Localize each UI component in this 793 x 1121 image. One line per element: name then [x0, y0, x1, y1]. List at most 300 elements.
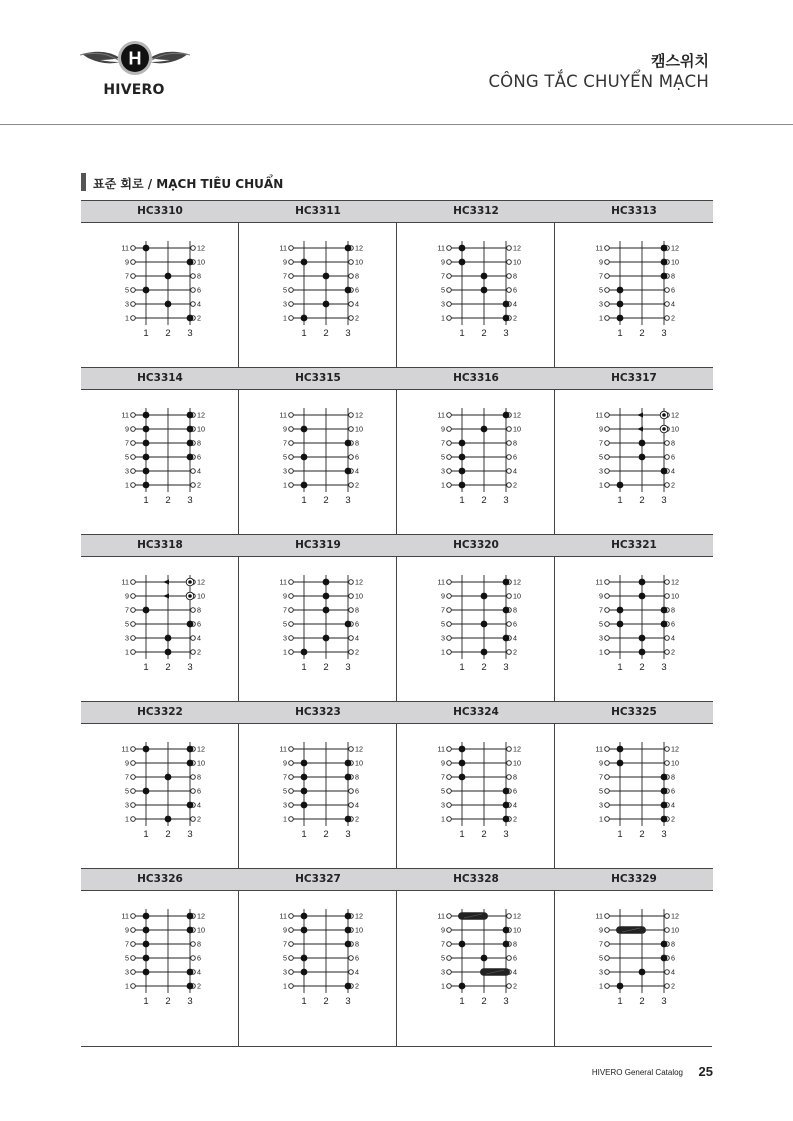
terminal-label-right: 8: [355, 271, 359, 281]
terminal-circle: [349, 956, 354, 961]
terminal-label-right: 12: [197, 911, 205, 921]
terminal-label-left: 1: [125, 814, 129, 824]
position-label: 1: [301, 495, 307, 506]
terminal-circle: [191, 956, 196, 961]
terminal-circle: [191, 302, 196, 307]
terminal-circle: [289, 747, 294, 752]
terminal-circle: [131, 650, 136, 655]
terminal-circle: [289, 622, 294, 627]
contact-dot: [503, 579, 510, 586]
terminal-circle: [507, 427, 512, 432]
terminal-label-right: 12: [671, 243, 679, 253]
circuit-code: HC3312: [397, 200, 555, 223]
terminal-circle: [605, 650, 610, 655]
terminal-label-right: 2: [197, 981, 201, 991]
terminal-label-left: 11: [595, 410, 603, 420]
terminal-circle: [191, 483, 196, 488]
terminal-label-right: 10: [513, 424, 521, 434]
position-label: 2: [323, 328, 329, 339]
terminal-label-right: 6: [197, 452, 201, 462]
position-label: 1: [143, 328, 149, 339]
terminal-label-right: 10: [197, 257, 205, 267]
switch-diagram: [567, 225, 707, 350]
terminal-circle: [131, 580, 136, 585]
terminal-label-left: 5: [125, 619, 129, 629]
terminal-label-right: 6: [355, 452, 359, 462]
terminal-label-right: 10: [513, 758, 521, 768]
terminal-label-left: 3: [599, 967, 603, 977]
terminal-label-right: 8: [197, 772, 201, 782]
terminal-circle: [131, 594, 136, 599]
position-label: 2: [639, 996, 645, 1007]
terminal-label-right: 12: [671, 577, 679, 587]
terminal-circle: [289, 580, 294, 585]
terminal-circle: [507, 984, 512, 989]
circuit-code: HC3324: [397, 701, 555, 724]
terminal-circle: [447, 817, 452, 822]
position-label: 3: [187, 996, 193, 1007]
terminal-label-right: 2: [671, 480, 675, 490]
contact-dot: [143, 941, 150, 948]
terminal-label-right: 4: [197, 299, 201, 309]
contact-dot: [459, 746, 466, 753]
terminal-label-left: 11: [595, 911, 603, 921]
terminal-circle: [447, 636, 452, 641]
section-marker: [81, 173, 86, 191]
contact-dot: [345, 816, 352, 823]
terminal-circle: [447, 483, 452, 488]
terminal-circle: [191, 942, 196, 947]
terminal-circle: [131, 469, 136, 474]
contact-dot: [503, 301, 510, 308]
terminal-circle: [605, 260, 610, 265]
contact-dot: [187, 440, 194, 447]
terminal-label-left: 3: [599, 633, 603, 643]
terminal-label-right: 8: [671, 772, 675, 782]
terminal-circle: [191, 274, 196, 279]
contact-dot: [459, 760, 466, 767]
terminal-label-right: 4: [671, 299, 675, 309]
terminal-label-right: 6: [355, 285, 359, 295]
terminal-circle: [605, 803, 610, 808]
contact-dot: [459, 983, 466, 990]
contact-dot: [459, 941, 466, 948]
terminal-label-left: 9: [125, 424, 129, 434]
contact-dot: [617, 621, 624, 628]
terminal-circle: [131, 775, 136, 780]
terminal-circle: [605, 914, 610, 919]
contact-dot: [661, 774, 668, 781]
contact-dot: [165, 301, 172, 308]
contact-dot: [661, 788, 668, 795]
terminal-label-right: 2: [513, 313, 517, 323]
terminal-label-left: 5: [441, 953, 445, 963]
terminal-label-right: 2: [671, 814, 675, 824]
terminal-label-right: 8: [197, 605, 201, 615]
terminal-circle: [507, 956, 512, 961]
terminal-label-left: 3: [283, 466, 287, 476]
contact-dot: [639, 649, 646, 656]
terminal-label-left: 3: [125, 466, 129, 476]
terminal-label-left: 11: [437, 911, 445, 921]
terminal-label-right: 6: [671, 953, 675, 963]
terminal-circle: [665, 441, 670, 446]
position-label: 3: [661, 495, 667, 506]
contact-dot: [661, 273, 668, 280]
terminal-circle: [131, 427, 136, 432]
terminal-label-left: 5: [599, 452, 603, 462]
contact-dot: [187, 412, 194, 419]
brand-name: HIVERO: [103, 82, 165, 98]
position-label: 3: [503, 662, 509, 673]
terminal-circle: [131, 274, 136, 279]
terminal-circle: [131, 246, 136, 251]
terminal-label-left: 5: [283, 452, 287, 462]
contact-dot: [639, 454, 646, 461]
terminal-circle: [131, 942, 136, 947]
position-label: 3: [661, 996, 667, 1007]
terminal-circle: [349, 302, 354, 307]
circuit-cell: [397, 534, 554, 700]
page-title-korean: 캠스위치: [651, 52, 709, 70]
terminal-label-left: 3: [283, 800, 287, 810]
terminal-label-right: 2: [355, 647, 359, 657]
terminal-circle: [605, 608, 610, 613]
contact-dot: [661, 607, 668, 614]
contact-dot: [301, 955, 308, 962]
terminal-circle: [665, 970, 670, 975]
circuit-code: HC3314: [81, 367, 239, 390]
circuit-cell: [239, 200, 396, 366]
terminal-circle: [289, 650, 294, 655]
switch-diagram: [567, 392, 707, 517]
contact-dot: [345, 760, 352, 767]
terminal-label-left: 3: [441, 466, 445, 476]
terminal-label-left: 9: [599, 424, 603, 434]
contact-dot: [459, 468, 466, 475]
contact-dot: [503, 927, 510, 934]
switch-diagram: [409, 893, 549, 1018]
terminal-label-right: 4: [671, 466, 675, 476]
terminal-circle: [447, 650, 452, 655]
terminal-label-right: 10: [671, 257, 679, 267]
position-label: 1: [617, 996, 623, 1007]
terminal-circle: [665, 594, 670, 599]
terminal-circle: [507, 483, 512, 488]
position-label: 2: [481, 996, 487, 1007]
terminal-circle: [447, 761, 452, 766]
circuit-code: HC3319: [239, 534, 397, 557]
circuit-code: HC3310: [81, 200, 239, 223]
terminal-label-left: 1: [125, 313, 129, 323]
position-label: 2: [323, 829, 329, 840]
contact-dot: [503, 635, 510, 642]
terminal-label-right: 12: [671, 410, 679, 420]
terminal-circle: [289, 413, 294, 418]
switch-diagram: [93, 392, 233, 517]
terminal-label-right: 6: [197, 786, 201, 796]
circuit-cell: [397, 367, 554, 533]
terminal-label-right: 8: [355, 605, 359, 615]
terminal-label-left: 1: [441, 981, 445, 991]
terminal-circle: [605, 636, 610, 641]
terminal-circle: [289, 594, 294, 599]
switch-diagram: [409, 726, 549, 851]
position-label: 1: [301, 996, 307, 1007]
terminal-circle: [349, 970, 354, 975]
terminal-label-left: 11: [279, 577, 287, 587]
terminal-label-right: 8: [197, 438, 201, 448]
terminal-label-left: 9: [283, 591, 287, 601]
terminal-circle: [605, 441, 610, 446]
ring-contact-center: [662, 413, 666, 417]
terminal-circle: [605, 622, 610, 627]
terminal-label-left: 7: [599, 772, 603, 782]
terminal-circle: [605, 455, 610, 460]
terminal-label-right: 12: [513, 410, 521, 420]
circuit-code: HC3328: [397, 868, 555, 891]
circuit-cell: [555, 534, 712, 700]
contact-dot: [345, 927, 352, 934]
terminal-circle: [191, 817, 196, 822]
terminal-label-left: 5: [283, 953, 287, 963]
terminal-label-left: 9: [283, 424, 287, 434]
terminal-label-right: 4: [355, 299, 359, 309]
position-label: 2: [481, 328, 487, 339]
contact-dot: [503, 412, 510, 419]
contact-dot: [459, 482, 466, 489]
position-label: 1: [143, 662, 149, 673]
terminal-label-left: 7: [441, 772, 445, 782]
terminal-label-right: 2: [671, 313, 675, 323]
circuit-code: HC3327: [239, 868, 397, 891]
circuit-code: HC3321: [555, 534, 713, 557]
position-label: 3: [661, 328, 667, 339]
circuit-cell: [397, 701, 554, 867]
terminal-circle: [605, 761, 610, 766]
terminal-circle: [447, 747, 452, 752]
terminal-label-left: 11: [121, 410, 129, 420]
position-label: 2: [323, 996, 329, 1007]
terminal-circle: [289, 441, 294, 446]
contact-dot: [323, 273, 330, 280]
terminal-label-right: 2: [355, 480, 359, 490]
position-label: 2: [323, 662, 329, 673]
terminal-circle: [447, 594, 452, 599]
terminal-label-right: 12: [355, 410, 363, 420]
terminal-circle: [507, 775, 512, 780]
terminal-circle: [447, 928, 452, 933]
terminal-label-left: 1: [283, 480, 287, 490]
position-label: 2: [481, 495, 487, 506]
contact-dot: [345, 941, 352, 948]
terminal-circle: [191, 608, 196, 613]
contact-dot: [187, 454, 194, 461]
terminal-label-right: 4: [355, 466, 359, 476]
terminal-label-left: 7: [441, 605, 445, 615]
terminal-circle: [289, 483, 294, 488]
contact-dot: [187, 913, 194, 920]
terminal-label-right: 12: [513, 577, 521, 587]
terminal-label-left: 9: [441, 591, 445, 601]
position-label: 2: [639, 495, 645, 506]
terminal-label-right: 8: [513, 271, 517, 281]
circuit-cell: [239, 868, 396, 1034]
terminal-label-right: 6: [671, 452, 675, 462]
terminal-circle: [665, 316, 670, 321]
terminal-circle: [191, 288, 196, 293]
terminal-circle: [131, 914, 136, 919]
terminal-label-right: 2: [513, 647, 517, 657]
terminal-label-left: 7: [125, 939, 129, 949]
terminal-label-right: 2: [197, 647, 201, 657]
contact-dot: [143, 927, 150, 934]
terminal-label-left: 7: [283, 939, 287, 949]
contact-dot: [639, 440, 646, 447]
contact-dot: [459, 259, 466, 266]
circuit-code: HC3316: [397, 367, 555, 390]
terminal-label-right: 8: [513, 605, 517, 615]
contact-dot: [345, 440, 352, 447]
terminal-circle: [605, 984, 610, 989]
terminal-label-left: 9: [125, 925, 129, 935]
terminal-label-right: 10: [355, 591, 363, 601]
terminal-label-right: 2: [513, 480, 517, 490]
terminal-circle: [665, 650, 670, 655]
terminal-circle: [349, 594, 354, 599]
terminal-label-right: 4: [671, 800, 675, 810]
terminal-label-left: 7: [441, 271, 445, 281]
terminal-label-left: 9: [125, 591, 129, 601]
terminal-circle: [447, 622, 452, 627]
contact-dot: [661, 955, 668, 962]
circuit-cell: [239, 367, 396, 533]
terminal-label-left: 7: [283, 605, 287, 615]
contact-dot: [639, 579, 646, 586]
terminal-label-left: 1: [125, 981, 129, 991]
contact-dot: [459, 454, 466, 461]
terminal-circle: [131, 817, 136, 822]
circuit-cell: [239, 701, 396, 867]
terminal-label-right: 10: [197, 758, 205, 768]
terminal-circle: [605, 274, 610, 279]
terminal-label-right: 10: [355, 925, 363, 935]
terminal-label-left: 3: [125, 633, 129, 643]
contact-dot: [143, 955, 150, 962]
terminal-circle: [507, 650, 512, 655]
contact-dot: [301, 969, 308, 976]
switch-diagram: [409, 559, 549, 684]
terminal-circle: [131, 636, 136, 641]
terminal-label-left: 9: [125, 257, 129, 267]
circuit-code: HC3326: [81, 868, 239, 891]
terminal-label-left: 1: [441, 313, 445, 323]
circuit-cell: [81, 367, 238, 533]
contact-dot: [143, 412, 150, 419]
switch-diagram: [93, 726, 233, 851]
terminal-label-left: 11: [437, 243, 445, 253]
terminal-label-left: 1: [125, 480, 129, 490]
terminal-circle: [605, 413, 610, 418]
contact-dot: [143, 287, 150, 294]
terminal-circle: [507, 288, 512, 293]
contact-dot: [187, 621, 194, 628]
terminal-label-left: 9: [599, 758, 603, 768]
contact-dot: [617, 983, 624, 990]
contact-dot: [639, 593, 646, 600]
terminal-label-left: 3: [283, 299, 287, 309]
terminal-label-right: 12: [197, 410, 205, 420]
contact-dot: [459, 245, 466, 252]
terminal-label-right: 12: [671, 911, 679, 921]
terminal-circle: [289, 761, 294, 766]
terminal-circle: [349, 316, 354, 321]
terminal-circle: [349, 747, 354, 752]
terminal-label-left: 3: [599, 299, 603, 309]
terminal-circle: [349, 260, 354, 265]
circuit-code: HC3323: [239, 701, 397, 724]
terminal-circle: [507, 594, 512, 599]
terminal-label-left: 11: [279, 911, 287, 921]
grid-bottom-rule: [81, 1046, 712, 1047]
terminal-circle: [447, 608, 452, 613]
terminal-label-right: 2: [671, 647, 675, 657]
terminal-label-right: 8: [513, 772, 517, 782]
terminal-label-left: 7: [441, 939, 445, 949]
terminal-label-left: 9: [599, 591, 603, 601]
terminal-circle: [289, 636, 294, 641]
terminal-label-left: 1: [441, 647, 445, 657]
terminal-label-left: 7: [125, 271, 129, 281]
position-label: 1: [617, 662, 623, 673]
position-label: 2: [639, 829, 645, 840]
terminal-label-left: 1: [599, 313, 603, 323]
terminal-label-right: 4: [355, 800, 359, 810]
terminal-label-left: 5: [125, 786, 129, 796]
terminal-label-left: 3: [441, 633, 445, 643]
terminal-circle: [289, 942, 294, 947]
terminal-label-left: 9: [441, 758, 445, 768]
terminal-circle: [191, 636, 196, 641]
terminal-circle: [507, 622, 512, 627]
contact-dot: [617, 482, 624, 489]
terminal-label-right: 4: [355, 967, 359, 977]
position-label: 3: [187, 495, 193, 506]
terminal-label-right: 10: [355, 758, 363, 768]
contact-dot: [639, 969, 646, 976]
circuit-cell: [397, 200, 554, 366]
terminal-circle: [289, 928, 294, 933]
terminal-label-right: 4: [513, 633, 517, 643]
terminal-label-left: 9: [125, 758, 129, 768]
terminal-label-right: 6: [197, 619, 201, 629]
terminal-label-right: 6: [355, 953, 359, 963]
terminal-label-right: 2: [671, 981, 675, 991]
terminal-circle: [131, 984, 136, 989]
contact-dot: [301, 315, 308, 322]
terminal-label-right: 8: [513, 438, 517, 448]
contact-dot: [345, 245, 352, 252]
terminal-circle: [447, 956, 452, 961]
terminal-label-right: 6: [355, 619, 359, 629]
terminal-label-right: 10: [197, 424, 205, 434]
terminal-circle: [349, 789, 354, 794]
terminal-label-left: 11: [279, 744, 287, 754]
contact-dot: [165, 635, 172, 642]
terminal-label-right: 4: [513, 466, 517, 476]
terminal-label-left: 1: [283, 313, 287, 323]
terminal-circle: [665, 984, 670, 989]
